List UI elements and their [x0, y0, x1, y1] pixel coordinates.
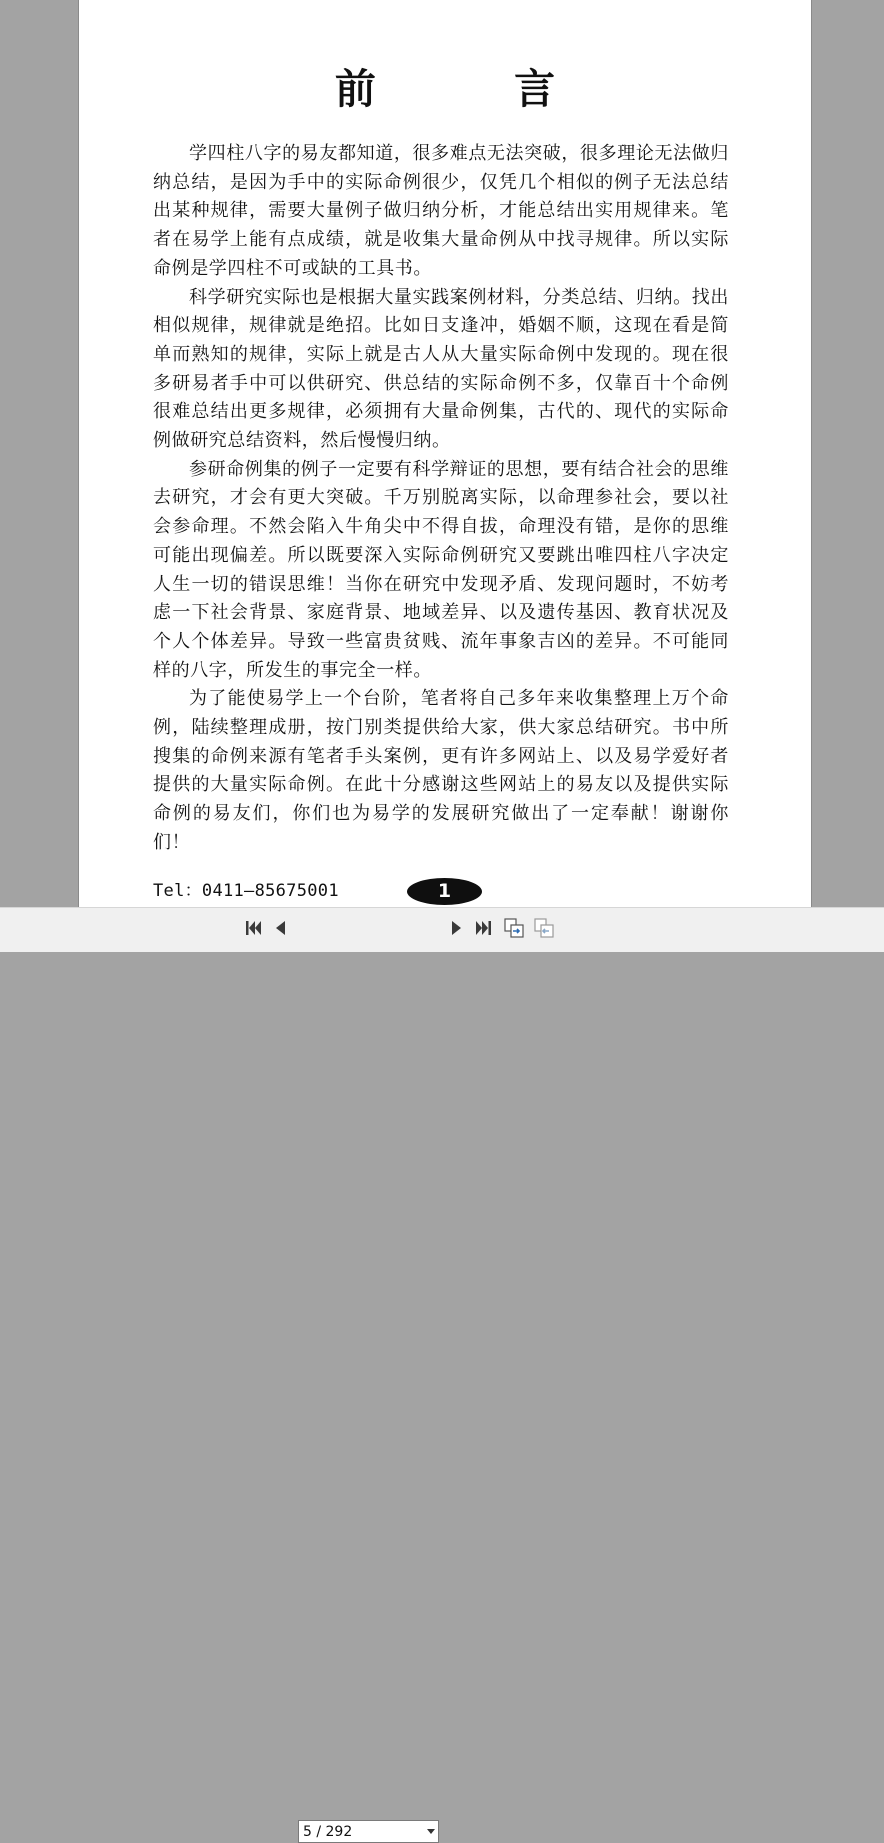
document-page — [78, 0, 812, 907]
first-page-icon[interactable] — [243, 917, 265, 939]
copy-pages-icon[interactable] — [503, 917, 525, 939]
navigation-toolbar — [0, 907, 884, 1840]
footer-telephone: Tel：0411—85675001 — [153, 881, 339, 901]
paragraph: 为了能使易学上一个台阶，笔者将自己多年来收集整理上万个命例，陆续整理成册，按门别类提供给大家，供大家总结研究。书中所搜集的命例来源有笔者手头案例，更有许多网站上、以及易学爱好者提供的大量实际命例。在此十分感谢这些网站上的易友以及提供实际命例的易友们，你们也为易学的发展研究做出了一定奉献！谢谢你们！ — [153, 688, 729, 853]
paragraph: 学四柱八字的易友都知道，很多难点无法突破，很多理论无法做归纳总结，是因为手中的实际命例很少，仅凭几个相似的例子无法总结出某种规律，需要大量例子做归纳分析，才能总结出实用规律来。笔者在易学上能有点成绩，就是收集大量命例从中找寻规律。所以实际命例是学四柱不可或缺的工具书。 — [153, 143, 729, 279]
paragraph: 科学研究实际也是根据大量实践案例材料，分类总结、归纳。找出相似规律，规律就是绝招。比如日支逢冲，婚姻不顺，这现在看是简单而熟知的规律，实际上就是古人从大量实际命例中发现的。现在很多研易者手中可以供研究、供总结的实际命例不多，仅靠百十个命例很难总结出更多规律，必须拥有大量命例集，古代的、现代的实际命例做研究总结资料，然后慢慢归纳。 — [153, 286, 729, 452]
paragraph: 参研命例集的例子一定要有科学辩证的思想，要有结合社会的思维去研究，才会有更大突破。千万别脱离实际，以命理参社会，要以社会参命理。不然会陷入牛角尖中不得自拔，命理没有错，是你的思维可能出现偏差。所以既要深入实际命例研究又要跳出唯四柱八字决定人生一切的错误思维！当你在研究中发现矛盾、发现问题时，不妨考虑一下社会背景、家庭背景、地域差异、以及遗传基因、教育状况及个人个体差异。导致一些富贵贫贱、流年事象吉凶的差异。不可能同样的八字，所发生的事完全一样。 — [153, 458, 729, 681]
page-number-badge: 1 — [407, 878, 482, 905]
page-indicator: 5 / 292 — [303, 1824, 353, 1840]
last-page-icon[interactable] — [472, 917, 494, 939]
page-body — [153, 140, 729, 858]
previous-page-icon[interactable] — [270, 917, 292, 939]
paste-pages-icon[interactable] — [533, 917, 555, 939]
document-viewport[interactable] — [0, 0, 884, 907]
page-title: 前 言 — [334, 65, 618, 113]
chevron-down-icon — [427, 1829, 435, 1834]
page-number-select[interactable] — [298, 1820, 439, 1843]
next-page-icon[interactable] — [445, 917, 467, 939]
